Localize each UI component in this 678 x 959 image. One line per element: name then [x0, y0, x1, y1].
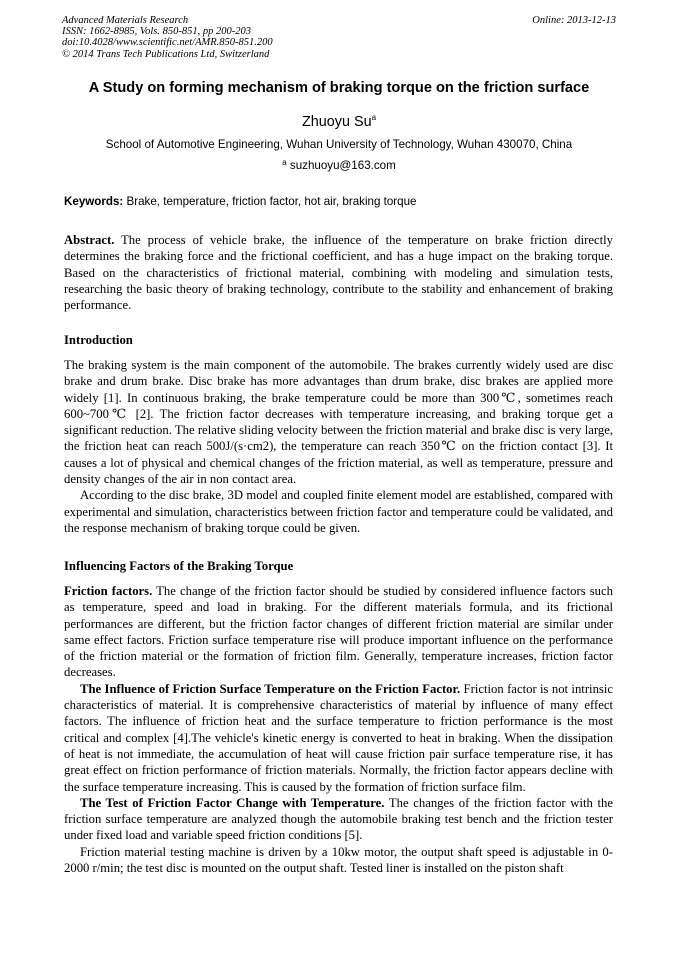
author-superscript: a [371, 113, 377, 122]
paragraph: Friction material testing machine is driven by a 10kw motor, the output shaft speed is adjustable in 0-2000 r/min; the test disc is mounted on the output shaft. Tested liner is installed on the piston shaft [64, 844, 613, 876]
abstract-text: The process of vehicle brake, the influence of the temperature on brake friction directly determines the braking force and the frictional coefficient, and has a huge impact on the braking torque. Based on the characteristics of frictional material, combining with modeling and simulation tests, researching the basic theory of braking technology, contribute to the stability and enhancement of braking performance. [64, 233, 613, 313]
keywords-label: Keywords: [64, 195, 124, 208]
email-address: suzhuoyu@163.com [289, 159, 396, 172]
email-line [40, 159, 638, 172]
journal-name: Advanced Materials Research [62, 15, 189, 26]
author-line [40, 114, 638, 130]
copyright-line: © 2014 Trans Tech Publications Ltd, Switzerland [62, 48, 270, 60]
online-date: Online: 2013-12-13 [532, 15, 616, 26]
issn-line: ISSN: 1662-8985, Vols. 850-851, pp 200-203 [62, 26, 251, 38]
paragraph [64, 795, 613, 844]
affiliation: School of Automotive Engineering, Wuhan University of Technology, Wuhan 430070, China [105, 138, 573, 151]
paragraph [64, 583, 613, 681]
keywords [64, 195, 624, 208]
abstract-label: Abstract. [64, 233, 115, 247]
paragraph [64, 681, 613, 795]
paragraph-text: The change of the friction factor should be studied by considered influence factors such as temperature, speed and load in braking. For the different materials formula, and its frictional performances are different, but the friction factor changes of different friction material are similar under same effect factors. Friction surface temperature rise will produce important influence on the performance of the friction material or the formation of friction film. Generally, temperature increases, friction factor decreases. [64, 584, 613, 680]
introduction-body [64, 357, 613, 536]
section-heading-influencing-factors: Influencing Factors of the Braking Torque [64, 559, 294, 573]
paragraph: According to the disc brake, 3D model and coupled finite element model are established, compared with experimental and simulation, characteristics between friction factor and temperature could be validated, and the response mechanism of braking torque could be given. [64, 488, 613, 535]
influencing-body [64, 583, 613, 876]
paper-title: A Study on forming mechanism of braking torque on the friction surface [88, 80, 590, 96]
run-in-heading: Friction factors. [64, 584, 153, 598]
journal-header [62, 15, 616, 60]
paragraph-text: Friction factor is not intrinsic characteristics of material. It is comprehensive characteristics of material by influence of many effect factors. The influence of friction heat and the surface temperature to friction performance is the most critical and complex [4].The vehicle's kinetic energy is converted to heat in braking. When the dissipation of heat is not immediate, the accumulation of heat will cause friction pair surface temperature rise, it has great effect on friction performance of friction materials. Normally, the friction factor appears decline with the surface temperature increasing. This is caused by the formation of friction surface film. [64, 681, 614, 794]
abstract [64, 232, 613, 313]
doi-line: doi:10.4028/www.scientific.net/AMR.850-851.200 [62, 37, 273, 49]
author-name: Zhuoyu Su [301, 114, 372, 130]
paragraph: The braking system is the main component of the automobile. The brakes currently widely used are disc brake and drum brake. Disc brake has more advantages than drum brake, disc brakes are applied more widely [1]. In continuous braking, the brake temperature could be more than 300℃, sometimes reach 600~700℃ [2]. The friction factor decreases with temperature increasing, and braking torque get a significant reduction. The relative sliding velocity between the friction material and brake disc is very large, the friction heat can reach 500J/(s·cm2), the temperature can reach 350℃ on the friction contact [3]. It causes a lot of physical and chemical changes of the friction material, as well as temperature, pressure and density changes of the air in non contact area. [64, 358, 613, 487]
run-in-heading: The Test of Friction Factor Change with Temperature. [80, 795, 385, 810]
section-heading-introduction: Introduction [64, 333, 133, 347]
paragraph-text: The changes of the friction factor with the friction surface temperature are analyzed though the automobile braking test bench and the friction tester under fixed load and variable speed friction conditions [5]. [64, 795, 613, 843]
keywords-text: Brake, temperature, friction factor, hot air, braking torque [126, 195, 417, 208]
email-superscript: a [282, 158, 287, 167]
run-in-heading: The Influence of Friction Surface Temperature on the Friction Factor. [80, 681, 461, 696]
